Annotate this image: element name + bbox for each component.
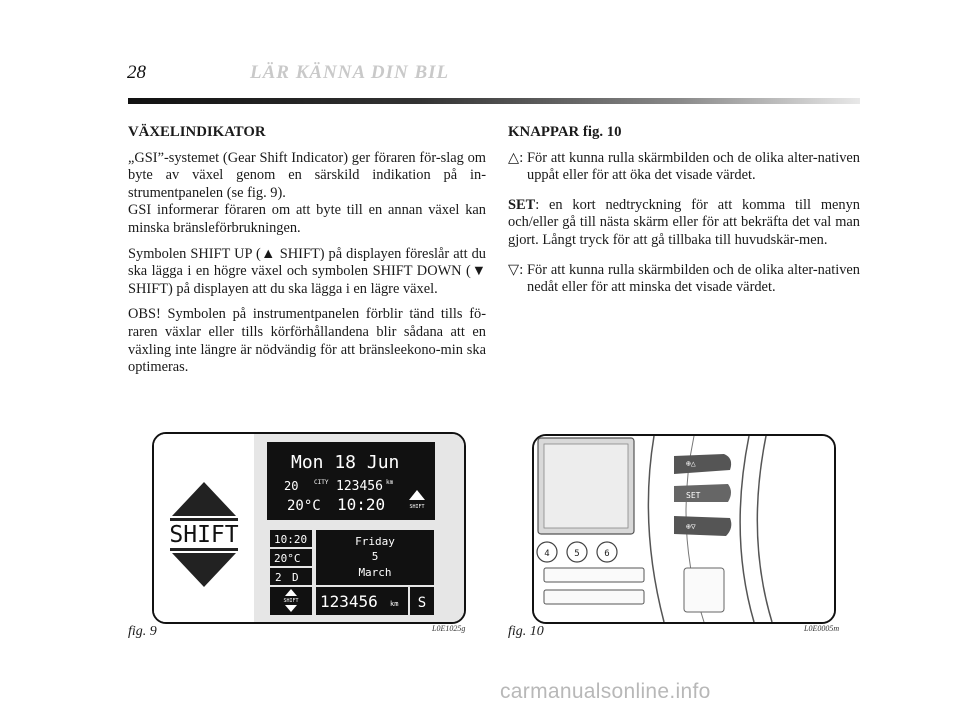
mode-s: S [417,595,427,611]
header-rule [128,98,860,104]
unit-top: km [386,479,394,486]
mode-text: CITY [314,479,329,486]
down-symbol: ▽ [508,261,520,278]
temp-top: 20°C [287,498,321,514]
date-num: 5 [371,550,379,563]
month-text: March [358,566,392,579]
knob-5-label: 5 [574,549,580,559]
gsi-display-illustration [154,434,464,622]
figure-9 [152,432,466,624]
knob-4-label: 4 [544,549,550,559]
down-button-label: ⊕▽ [686,522,696,531]
day-text: Friday [355,535,395,548]
right-heading: KNAPPAR fig. 10 [508,124,622,140]
dashboard-buttons-illustration [534,436,834,622]
down-button-shape [674,516,731,536]
time-top: 10:20 [337,495,386,514]
set-button-shape [674,484,731,502]
figure-10 [532,434,836,624]
shift-small-top: SHIFT [409,504,425,510]
knob-6-label: 6 [604,549,610,559]
right-column [508,124,860,305]
watermark: carmanualsonline.info [500,680,711,703]
odometer-top: 123456 [336,479,383,494]
set-symbol: SET [508,196,536,213]
paragraph: OBS! Symbolen på instrumentpanelen förblir tänd tills fö-raren växlar eller tills körförhållandena blir sådana att en växling inte längre är nödvändig för att bränsleekono-min ska optimeras. [128,306,486,376]
figure-10-caption: fig. 10 [508,624,544,639]
section-header: LÄR KÄNNA DIN BIL [250,62,450,83]
figure-9-code: L0E1025g [432,624,466,633]
paragraph: GSI informerar föraren om att byte till en annan växel kan minska bränsleförbrukningen. [128,202,486,236]
up-symbol: △ [508,149,520,166]
item-text: : För att kunna rulla skärmbilden och de olika alter-nativen nedåt eller för att minska det visade värdet. [519,261,860,296]
up-button-label: ⊕△ [686,459,696,468]
item-text: : För att kunna rulla skärmbilden och de olika alter-nativen uppåt eller för att öka det visade värdet. [519,149,860,184]
odometer-bottom: 123456 [320,592,378,611]
page-number: 28 [127,62,146,83]
temp-small: 20 [284,479,299,493]
shift-tiny: SHIFT [283,598,299,604]
time-bottom: 10:20 [274,533,308,546]
paragraph: „GSI”-systemet (Gear Shift Indicator) ger föraren för-slag om byte av växel genom en särskild indikation på in-strumentpanelen (se fig. 9). [128,149,486,201]
left-heading: VÄXELINDIKATOR [128,124,266,140]
item-text: : en kort nedtryckning för att komma till menyn och/eller gå till nästa skärm eller för att bekräfta det val man gjort. Långt tryck för att gå tillbaka till huvudskär-men. [508,196,860,248]
shift-big-label: SHIFT [169,522,239,548]
set-button-label: SET [686,491,701,500]
gear-number: 2 [275,571,282,584]
button-item [508,262,860,297]
temp-bottom: 20°C [274,552,301,565]
figure-10-code: L0E0005m [804,624,840,633]
button-item [508,197,860,250]
paragraph: Symbolen SHIFT UP (▲ SHIFT) på displayen föreslår att du ska lägga i en högre växel och symbolen SHIFT DOWN (▼ SHIFT) på displayen att du ska lägga i en lägre växel. [128,245,486,297]
left-column [128,124,486,385]
button-item [508,150,860,185]
gear-letter: D [292,571,299,584]
date-text: Mon 18 Jun [291,452,400,473]
figure-9-caption: fig. 9 [128,624,157,639]
unit-bottom: km [390,600,399,608]
